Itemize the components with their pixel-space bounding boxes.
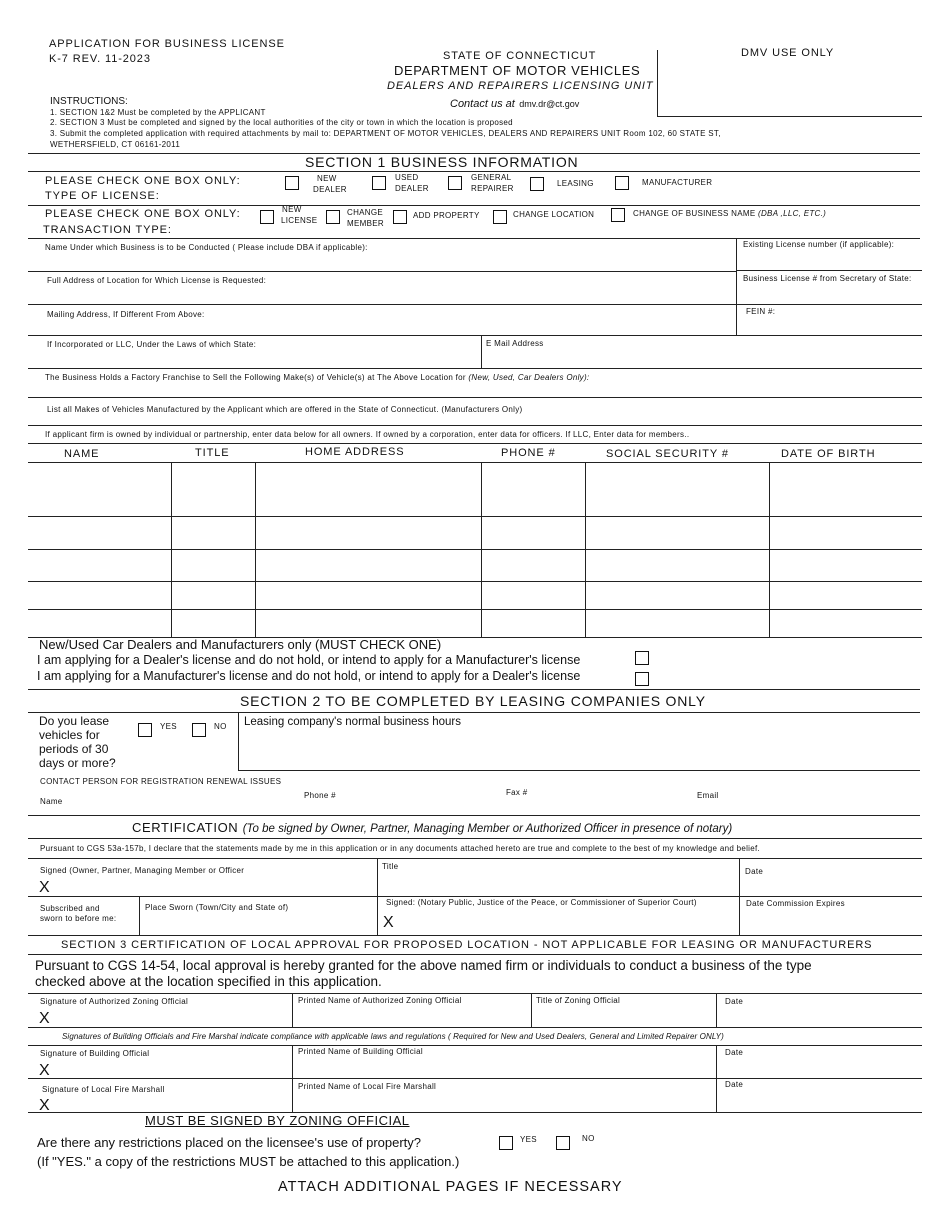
signed-notary-label: Signed: (Notary Public, Justice of the Peace, or Commissioner of Superior Court) xyxy=(386,898,697,907)
rule xyxy=(481,335,482,368)
rule xyxy=(736,238,737,335)
change-location-label: CHANGE LOCATION xyxy=(513,210,595,219)
must-sign-note: MUST BE SIGNED BY ZONING OFFICIAL xyxy=(145,1113,410,1128)
restrictions-yes-label: YES xyxy=(520,1135,537,1144)
form-title: APPLICATION FOR BUSINESS LICENSE xyxy=(49,38,285,50)
restrictions-yes-checkbox[interactable] xyxy=(499,1136,513,1150)
manufacturer-checkbox[interactable] xyxy=(615,176,629,190)
rule xyxy=(736,304,922,305)
rule xyxy=(28,858,922,859)
instruction-4: WETHERSFIELD, CT 06161-2011 xyxy=(50,140,181,149)
new-license-label-2: LICENSE xyxy=(281,216,318,225)
transaction-type-label: TRANSACTION TYPE: xyxy=(43,224,172,236)
rule xyxy=(238,770,920,771)
instructions-heading: INSTRUCTIONS: xyxy=(50,96,128,107)
used-dealer-label-2: DEALER xyxy=(395,184,429,193)
signed-owner-label: Signed (Owner, Partner, Managing Member or Officer xyxy=(40,866,245,875)
col-title: TITLE xyxy=(195,447,230,459)
certification-title-line xyxy=(132,819,732,837)
franchise-text: The Business Holds a Factory Franchise to Sell the Following Make(s) of Vehicle(s) at The Above Location for xyxy=(45,373,466,382)
lease-question-1: Do you lease xyxy=(39,714,110,728)
transaction-check-label: PLEASE CHECK ONE BOX ONLY: xyxy=(45,208,241,220)
lease-question-3: periods of 30 xyxy=(39,742,109,756)
fein-label: FEIN #: xyxy=(746,307,776,316)
restrictions-note: (If "YES." a copy of the restrictions MUST be attached to this application.) xyxy=(37,1154,460,1169)
rule xyxy=(28,838,922,839)
sos-license-label: Business License # from Secretary of State: xyxy=(743,274,912,283)
rule xyxy=(531,993,532,1027)
rule xyxy=(28,712,920,713)
rule xyxy=(292,993,293,1027)
incorporated-state-label: If Incorporated or LLC, Under the Laws of which State: xyxy=(47,340,257,349)
used-dealer-label-1: USED xyxy=(395,173,419,182)
existing-license-label: Existing License number (if applicable): xyxy=(743,240,895,249)
rule xyxy=(28,443,922,444)
dmv-use-only: DMV USE ONLY xyxy=(741,47,835,59)
lease-no-label: NO xyxy=(214,722,227,731)
rule xyxy=(481,462,482,637)
general-repairer-checkbox[interactable] xyxy=(448,176,462,190)
change-business-name-note: (DBA ,LLC, ETC.) xyxy=(758,209,827,218)
section1-title: SECTION 1 BUSINESS INFORMATION xyxy=(305,154,579,170)
table-row xyxy=(28,549,922,550)
section2-title: SECTION 2 TO BE COMPLETED BY LEASING COMPANIES ONLY xyxy=(240,693,706,709)
sig-fire-label: Signature of Local Fire Marshall xyxy=(42,1085,165,1094)
zoning-date-label: Date xyxy=(725,997,744,1006)
new-license-checkbox[interactable] xyxy=(260,210,274,224)
dealer-option-label: I am applying for a Dealer's license and do not hold, or intend to apply for a Manufacturer's license xyxy=(37,653,581,667)
dmv-box-bottom xyxy=(657,116,922,117)
col-name: NAME xyxy=(64,448,100,460)
email-label: E Mail Address xyxy=(486,339,544,348)
rule xyxy=(28,304,736,305)
general-repairer-label-2: REPAIRER xyxy=(471,184,514,193)
rule xyxy=(377,896,378,935)
sig-zoning-label: Signature of Authorized Zoning Official xyxy=(40,997,189,1006)
change-business-name-text: CHANGE OF BUSINESS NAME xyxy=(633,209,756,218)
change-member-label-1: CHANGE xyxy=(347,208,384,217)
table-row xyxy=(28,516,922,517)
business-name-label: Name Under which Business is to be Conducted ( Please include DBA if applicable): xyxy=(45,243,368,252)
certification-title: CERTIFICATION xyxy=(132,820,239,835)
contact-phone-label: Phone # xyxy=(304,791,336,800)
section3-title: SECTION 3 CERTIFICATION OF LOCAL APPROVAL FOR PROPOSED LOCATION - NOT APPLICABLE FOR LEASING OR MANUFACTURERS xyxy=(61,939,873,951)
contact-email: dmv.dr@ct.gov xyxy=(519,99,580,109)
rule xyxy=(28,205,920,206)
contact-fax-label: Fax # xyxy=(506,788,528,797)
general-repairer-label-1: GENERAL xyxy=(471,173,512,182)
rule xyxy=(28,171,920,172)
rule xyxy=(255,462,256,637)
manufacturer-label: MANUFACTURER xyxy=(642,178,713,187)
sig-building-x: X xyxy=(39,1062,50,1079)
rule xyxy=(28,1045,922,1046)
sig-building-label: Signature of Building Official xyxy=(40,1049,150,1058)
leasing-label: LEASING xyxy=(557,179,594,188)
contact-line xyxy=(450,94,579,112)
change-business-name-label xyxy=(633,210,826,219)
franchise-label xyxy=(45,374,589,383)
department-name: DEPARTMENT OF MOTOR VEHICLES xyxy=(394,63,641,78)
makes-list-label: List all Makes of Vehicles Manufactured by the Applicant which are offered in the State of Connecticut. (Manufacturers Only) xyxy=(47,405,523,414)
rule xyxy=(238,712,239,770)
certification-statement: Pursuant to CGS 53a-157b, I declare that the statements made by me in this application or in any documents attached hereto are true and complete to the best of my knowledge and belief. xyxy=(40,844,761,853)
signed-notary-x: X xyxy=(383,914,394,931)
restrictions-no-label: NO xyxy=(582,1134,595,1143)
printed-building-label: Printed Name of Building Official xyxy=(298,1047,423,1056)
contact-name-label: Name xyxy=(40,797,63,806)
sig-zoning-x: X xyxy=(39,1010,50,1027)
lease-yes-label: YES xyxy=(160,722,177,731)
change-member-label-2: MEMBER xyxy=(347,219,384,228)
owners-note: If applicant firm is owned by individual or partnership, enter data below for all owners. If owned by a corporation, enter data for officers. If LLC, Enter data for members.. xyxy=(45,430,690,439)
leasing-checkbox[interactable] xyxy=(530,177,544,191)
rule xyxy=(28,368,922,369)
subscribed-label-2: sworn to before me: xyxy=(40,914,117,923)
used-dealer-checkbox[interactable] xyxy=(372,176,386,190)
change-location-checkbox[interactable] xyxy=(493,210,507,224)
unit-name: DEALERS AND REPAIRERS LICENSING UNIT xyxy=(387,80,654,92)
change-member-checkbox[interactable] xyxy=(326,210,340,224)
building-date-label: Date xyxy=(725,1048,744,1057)
title-zoning-label: Title of Zoning Official xyxy=(536,996,621,1005)
rule xyxy=(28,935,922,936)
lease-yes-checkbox[interactable] xyxy=(138,723,152,737)
new-dealer-label-2: DEALER xyxy=(313,185,347,194)
contact-email-label: Email xyxy=(697,791,719,800)
rule xyxy=(171,462,172,637)
rule xyxy=(28,954,922,955)
franchise-note: (New, Used, Car Dealers Only): xyxy=(468,373,590,382)
dealer-option-checkbox[interactable] xyxy=(635,651,649,665)
rule xyxy=(28,238,920,239)
col-dob: DATE OF BIRTH xyxy=(781,448,876,460)
new-dealer-label-1: NEW xyxy=(317,174,337,183)
new-license-label-1: NEW xyxy=(282,205,302,214)
full-address-label: Full Address of Location for Which License is Requested: xyxy=(47,276,267,285)
section3-statement-1: Pursuant to CGS 14-54, local approval is hereby granted for the above named firm or individuals to conduct a business of the type xyxy=(35,958,812,973)
instruction-3: 3. Submit the completed application with required attachments by mail to: DEPARTMENT OF MOTOR VEHICLES, DEALERS AND REPAIRERS UNIT Room 102, 60 STATE ST, xyxy=(50,129,721,138)
col-home-address: HOME ADDRESS xyxy=(305,446,405,458)
col-phone: PHONE # xyxy=(501,447,556,459)
license-check-label: PLEASE CHECK ONE BOX ONLY: xyxy=(45,175,241,187)
change-business-name-checkbox[interactable] xyxy=(611,208,625,222)
rule xyxy=(28,1078,922,1079)
state-name: STATE OF CONNECTICUT xyxy=(443,50,597,62)
contact-heading: CONTACT PERSON FOR REGISTRATION RENEWAL ISSUES xyxy=(40,777,282,786)
form-revision: K-7 REV. 11-2023 xyxy=(49,53,151,65)
manufacturer-option-checkbox[interactable] xyxy=(635,672,649,686)
add-property-label: ADD PROPERTY xyxy=(413,211,480,220)
attach-pages-note: ATTACH ADDITIONAL PAGES IF NECESSARY xyxy=(278,1179,623,1195)
restrictions-question: Are there any restrictions placed on the licensee's use of property? xyxy=(37,1135,422,1150)
cert-title-label: Title xyxy=(382,862,399,871)
rule xyxy=(716,993,717,1027)
license-type-label: TYPE OF LICENSE: xyxy=(45,190,160,202)
lease-question-2: vehicles for xyxy=(39,728,100,742)
rule xyxy=(28,462,922,463)
rule xyxy=(377,858,378,896)
business-hours-label: Leasing company's normal business hours xyxy=(244,716,461,728)
rule xyxy=(769,462,770,637)
place-sworn-label: Place Sworn (Town/City and State of) xyxy=(145,903,289,912)
rule xyxy=(28,689,920,690)
contact-label: Contact us at xyxy=(450,98,515,110)
lease-question-4: days or more? xyxy=(39,756,116,770)
dealer-manufacturer-heading: New/Used Car Dealers and Manufacturers only (MUST CHECK ONE) xyxy=(39,637,442,652)
cert-date-label: Date xyxy=(745,867,764,876)
table-row xyxy=(28,609,922,610)
dmv-box-divider xyxy=(657,50,658,116)
building-note: Signatures of Building Officials and Fire Marshal indicate compliance with applicable laws and regulations ( Required for New and Used Dealers, General and Limited Repairer ONLY) xyxy=(62,1032,724,1041)
manufacturer-option-label: I am applying for a Manufacturer's license and do not hold, or intend to apply for a Dealer's license xyxy=(37,669,581,683)
rule xyxy=(585,462,586,637)
subscribed-label-1: Subscribed and xyxy=(40,904,100,913)
printed-zoning-label: Printed Name of Authorized Zoning Official xyxy=(298,996,462,1005)
section3-statement-2: checked above at the location specified in this application. xyxy=(35,974,382,989)
rule xyxy=(139,896,140,935)
instruction-1: 1. SECTION 1&2 Must be completed by the APPLICANT xyxy=(50,108,266,117)
lease-no-checkbox[interactable] xyxy=(192,723,206,737)
printed-fire-label: Printed Name of Local Fire Marshall xyxy=(298,1082,437,1091)
rule xyxy=(28,271,736,272)
mailing-address-label: Mailing Address, If Different From Above: xyxy=(47,310,205,319)
restrictions-no-checkbox[interactable] xyxy=(556,1136,570,1150)
commission-expires-label: Date Commission Expires xyxy=(746,899,845,908)
col-ssn: SOCIAL SECURITY # xyxy=(606,448,729,460)
certification-note: (To be signed by Owner, Partner, Managing Member or Authorized Officer in presence of notary) xyxy=(242,823,733,835)
signed-owner-x: X xyxy=(39,879,50,896)
rule xyxy=(28,1027,922,1028)
rule xyxy=(28,335,922,336)
fire-date-label: Date xyxy=(725,1080,744,1089)
rule xyxy=(28,993,922,994)
new-dealer-checkbox[interactable] xyxy=(285,176,299,190)
rule xyxy=(28,815,920,816)
rule xyxy=(736,270,922,271)
rule xyxy=(28,896,922,897)
instruction-2: 2. SECTION 3 Must be completed and signed by the local authorities of the city or town in which the location is proposed xyxy=(50,118,513,127)
rule xyxy=(28,397,922,398)
sig-fire-x: X xyxy=(39,1097,50,1114)
table-row xyxy=(28,581,922,582)
rule xyxy=(28,425,922,426)
add-property-checkbox[interactable] xyxy=(393,210,407,224)
